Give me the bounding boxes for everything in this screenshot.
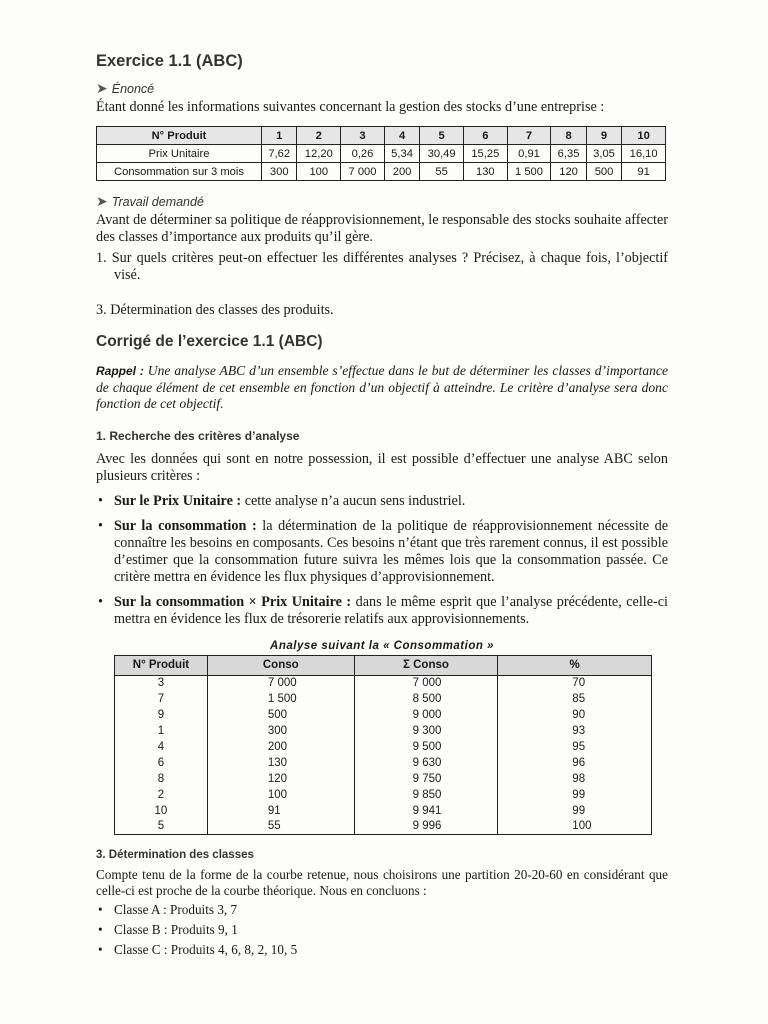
table-cell: 85 (498, 691, 652, 707)
question-1: 1. Sur quels critères peut-on effectuer les différentes analyses ? Précisez, à chaque fois, l’objectif visé. (96, 250, 668, 283)
criteria-text: cette analyse n’a aucun sens industriel. (241, 492, 466, 509)
table-cell: 200 (384, 163, 419, 181)
travail-label: Travail demandé (111, 194, 204, 209)
corrige-title: Corrigé de l’exercice 1.1 (ABC) (96, 333, 323, 350)
criteria-item (96, 493, 668, 510)
table-cell: 130 (207, 755, 354, 771)
table-cell: 130 (463, 163, 507, 181)
table-row (115, 739, 652, 755)
table-cell: 9 300 (354, 723, 498, 739)
table-row (97, 145, 666, 163)
table-cell: 10 (115, 803, 208, 819)
table-cell: 55 (420, 163, 464, 181)
classes-list (96, 902, 668, 958)
rappel-paragraph (96, 363, 668, 413)
column-header: Conso (207, 655, 354, 675)
table-cell: 9 500 (354, 739, 498, 755)
table-cell: 3 (341, 127, 385, 145)
table-cell: 4 (384, 127, 419, 145)
table-cell: 9 850 (354, 787, 498, 803)
table-cell: 70 (498, 675, 652, 691)
class-item: • Classe C : Produits 4, 6, 8, 2, 10, 5 (96, 942, 668, 958)
enonce-label: Énoncé (111, 81, 155, 96)
class-item: • Classe A : Produits 3, 7 (96, 902, 668, 918)
table-cell: 100 (297, 163, 341, 181)
criteria-text: la détermination de la politique de réapprovisionnement nécessite de connaître les besoins en composants. Ces besoins n’étant que très rarement connus, il est possible d’estimer que la consommation future suivra les mêmes lois que la consommation passée. Ce critère mettra en évidence les flux physiques d’approvisionnement. (114, 517, 668, 585)
table-row (97, 127, 666, 145)
table-cell: 98 (498, 771, 652, 787)
criteria-list (96, 493, 668, 628)
table-row (115, 707, 652, 723)
table-cell: 500 (207, 707, 354, 723)
enonce-heading (96, 80, 668, 97)
table-row (115, 675, 652, 691)
table-cell: 1 500 (207, 691, 354, 707)
table-cell: 1 500 (507, 163, 551, 181)
table-row (115, 787, 652, 803)
page-content (96, 52, 668, 962)
exercise-intro: Étant donné les informations suivantes concernant la gestion des stocks d’une entreprise : (96, 99, 605, 115)
table-cell: 1 (262, 127, 297, 145)
table-cell: 9 (586, 127, 621, 145)
table-cell: 6,35 (551, 145, 586, 163)
table-cell: 8 (115, 771, 208, 787)
table-cell: 7 (115, 691, 208, 707)
criteria-name: Sur la consommation × Prix Unitaire : (114, 593, 352, 610)
table-cell: 120 (207, 771, 354, 787)
table-cell: 15,25 (463, 145, 507, 163)
table-cell: 99 (498, 787, 652, 803)
table-cell: 93 (498, 723, 652, 739)
table-cell: 12,20 (297, 145, 341, 163)
table-cell: 6 (463, 127, 507, 145)
table-cell: 16,10 (622, 145, 666, 163)
criteria-text: dans le même esprit que l’analyse précédente, celle-ci mettra en évidence les flux de trésorerie relatifs aux approvisionnements. (114, 593, 668, 627)
class-item: • Classe B : Produits 9, 1 (96, 922, 668, 938)
table-cell: 100 (207, 787, 354, 803)
table-cell: 7 000 (354, 675, 498, 691)
criteria-item (96, 518, 668, 586)
table-cell: 2 (115, 787, 208, 803)
table-cell: 7 000 (207, 675, 354, 691)
table-cell: 3,05 (586, 145, 621, 163)
consommation-analysis-table (114, 655, 652, 836)
table-cell: 0,91 (507, 145, 551, 163)
table-cell: 7,62 (262, 145, 297, 163)
table-cell: 6 (115, 755, 208, 771)
table-cell: 500 (586, 163, 621, 181)
product-data-table (96, 126, 666, 181)
travail-heading (96, 193, 668, 210)
row-header: N° Produit (97, 127, 262, 145)
rappel-label: Rappel : (96, 364, 144, 378)
arrow-icon: ➤ (96, 80, 108, 96)
table-cell: 300 (262, 163, 297, 181)
table-cell: 9 750 (354, 771, 498, 787)
table-cell: 8 500 (354, 691, 498, 707)
section-1-title: 1. Recherche des critères d’analyse (96, 428, 300, 443)
section-3-title: 3. Détermination des classes (96, 849, 254, 862)
table-caption: Analyse suivant la « Consommation » (270, 639, 494, 652)
row-header: Prix Unitaire (97, 145, 262, 163)
table-cell: 99 (498, 803, 652, 819)
table-cell: 90 (498, 707, 652, 723)
table-row (115, 755, 652, 771)
table-row (115, 691, 652, 707)
section-3-text: Compte tenu de la forme de la courbe retenue, nous choisirons une partition 20-20-60 en considérant que celle-ci est proche de la courbe théorique. Nous en concluons : (96, 867, 668, 898)
table-row (97, 163, 666, 181)
table-cell: 9 630 (354, 755, 498, 771)
table-cell: 2 (297, 127, 341, 145)
table-cell: 1 (115, 723, 208, 739)
row-header: Consommation sur 3 mois (97, 163, 262, 181)
arrow-icon: ➤ (96, 193, 108, 209)
table-cell: 91 (622, 163, 666, 181)
table-cell: 7 000 (341, 163, 385, 181)
table-cell: 9 (115, 707, 208, 723)
table-cell: 91 (207, 803, 354, 819)
table-cell: 9 941 (354, 803, 498, 819)
table-cell: 10 (622, 127, 666, 145)
table-cell: 95 (498, 739, 652, 755)
table-cell: 5,34 (384, 145, 419, 163)
table-row (115, 771, 652, 787)
travail-text: Avant de déterminer sa politique de réapprovisionnement, le responsable des stocks souhaite affecter des classes d’importance aux produits qu’il gère. (96, 212, 668, 245)
criteria-item (96, 594, 668, 628)
table-cell: 9 996 (354, 819, 498, 835)
table-cell: 200 (207, 739, 354, 755)
question-3: 3. Détermination des classes des produits. (96, 302, 334, 318)
rappel-text: Une analyse ABC d’un ensemble s’effectue dans le but de déterminer les classes d’importance de chaque élément de cet ensemble en fonction d’un objectif à atteindre. Le critère d’analyse sera donc fonction de cet objectif. (96, 363, 668, 411)
column-header: Σ Conso (354, 655, 498, 675)
criteria-name: Sur le Prix Unitaire : (114, 492, 242, 509)
table-row (115, 819, 652, 835)
table-row (115, 723, 652, 739)
table-cell: 7 (507, 127, 551, 145)
table-cell: 8 (551, 127, 586, 145)
table-row (115, 803, 652, 819)
exercise-title: Exercice 1.1 (ABC) (96, 52, 243, 70)
table-cell: 0,26 (341, 145, 385, 163)
table-cell: 100 (498, 819, 652, 835)
table-cell: 5 (115, 819, 208, 835)
table-cell: 55 (207, 819, 354, 835)
table-cell: 300 (207, 723, 354, 739)
table-cell: 9 000 (354, 707, 498, 723)
table-cell: 4 (115, 739, 208, 755)
table-cell: 30,49 (420, 145, 464, 163)
column-header: N° Produit (115, 655, 208, 675)
section-1-intro: Avec les données qui sont en notre possession, il est possible d’effectuer une analyse ABC selon plusieurs critères : (96, 450, 668, 484)
criteria-name: Sur la consommation : (114, 517, 257, 534)
table-cell: 3 (115, 675, 208, 691)
column-header: % (498, 655, 652, 675)
table-cell: 5 (420, 127, 464, 145)
table-cell: 96 (498, 755, 652, 771)
table-cell: 120 (551, 163, 586, 181)
